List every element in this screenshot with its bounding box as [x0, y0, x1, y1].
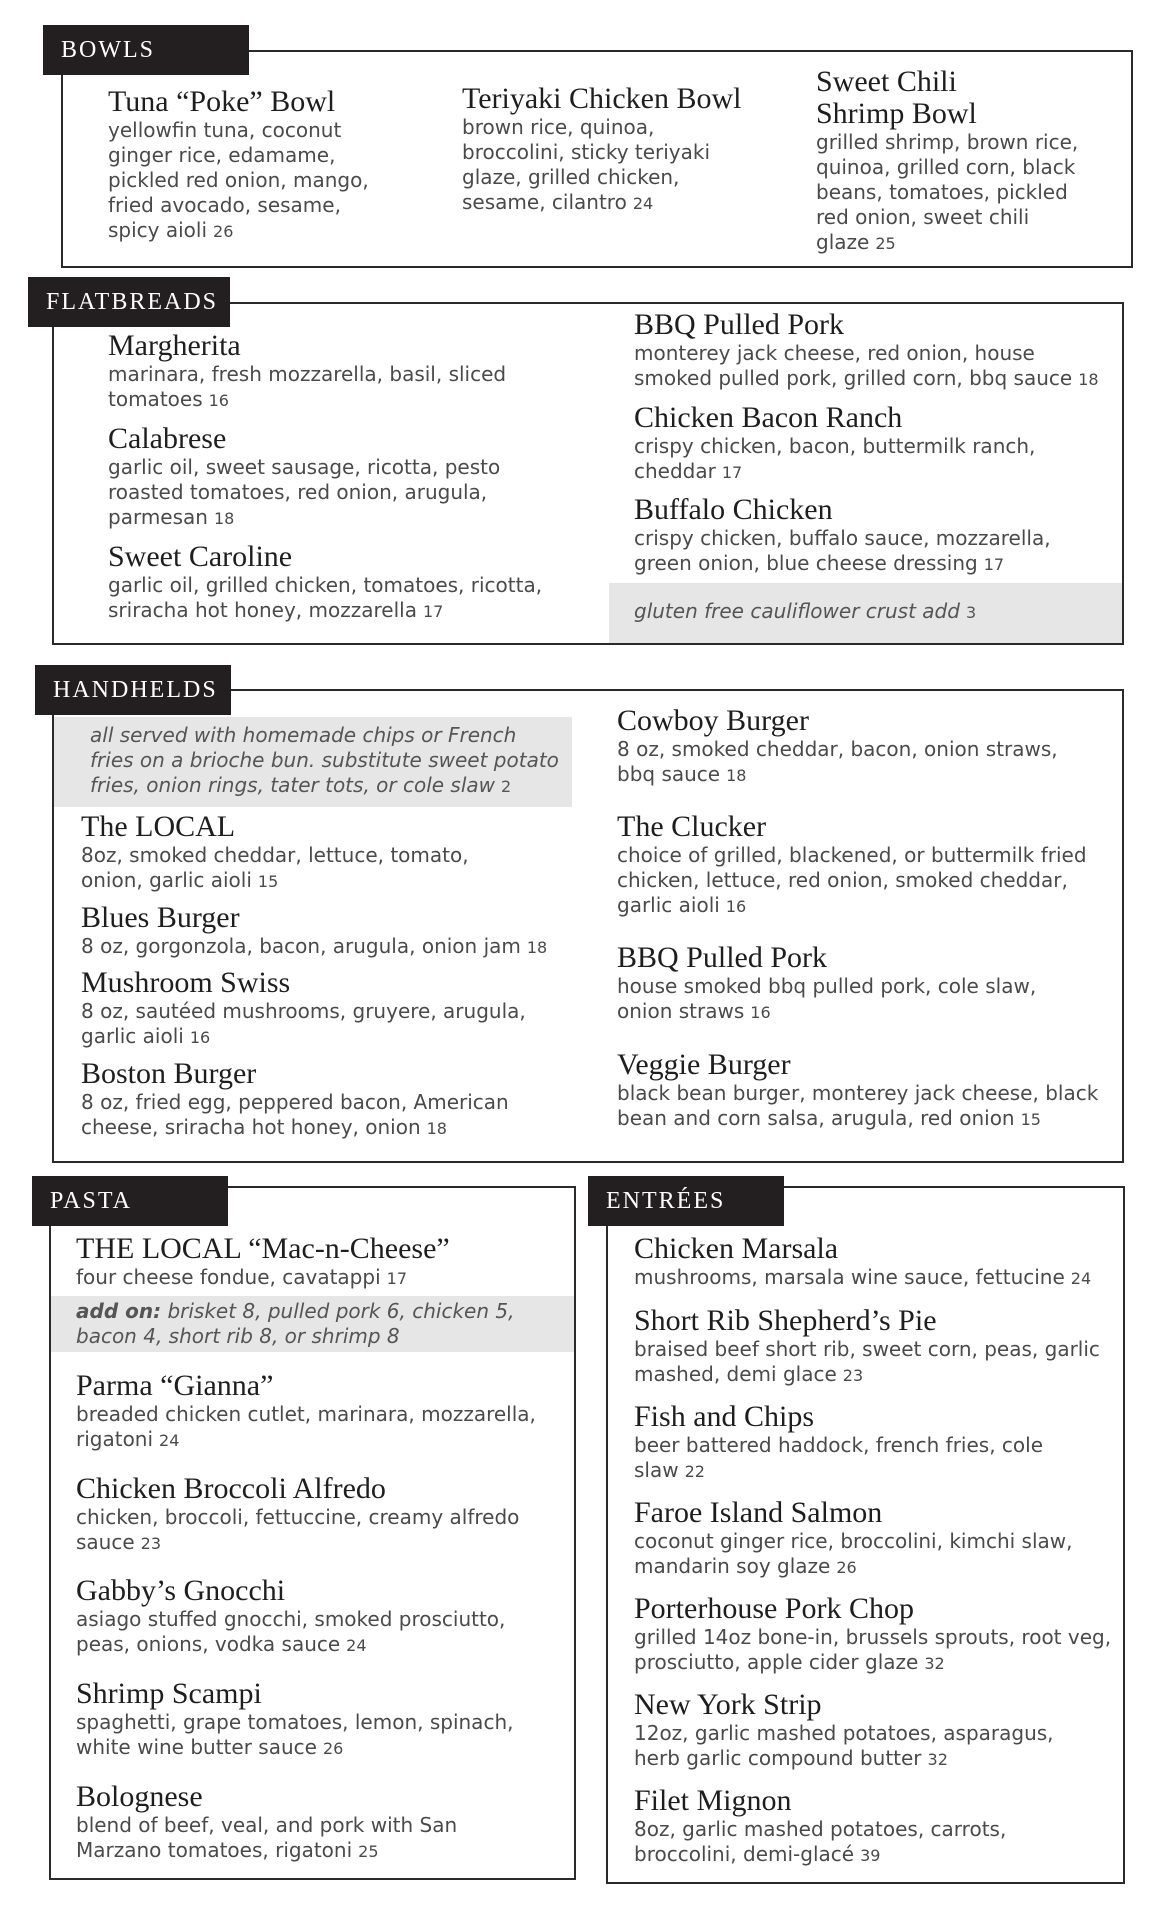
item-description: choice of grilled, blackened, or buttermilk fried chicken, lettuce, red onion, smoked cheddar, garlic aioli — [617, 843, 1087, 917]
item-description: 8oz, smoked cheddar, lettuce, tomato, onion, garlic aioli — [81, 843, 469, 892]
item-description: 8 oz, fried egg, peppered bacon, American cheese, sriracha hot honey, onion — [81, 1090, 509, 1139]
item-name: Shrimp Scampi — [76, 1677, 262, 1710]
handhelds-heading: HANDHELDS — [35, 665, 231, 715]
item-price: 16 — [725, 897, 747, 916]
item-price: 26 — [836, 1558, 857, 1577]
item-description: marinara, fresh mozzarella, basil, sliced tomatoes — [108, 362, 507, 411]
menu-item — [76, 1575, 556, 1658]
menu-item — [634, 1497, 1104, 1580]
note-text: all served with homemade chips or French fries on a brioche bun. substitute sweet potato fries, onion rings, tater tots, or cole slaw — [90, 723, 559, 797]
item-name: Blues Burger — [81, 901, 240, 934]
item-name: Gabby’s Gnocchi — [76, 1574, 286, 1607]
item-name: Tuna “Poke” Bowl — [108, 85, 336, 118]
flatbread-note — [609, 583, 1122, 643]
menu-item — [634, 1785, 1054, 1868]
item-name: Filet Mignon — [634, 1784, 792, 1817]
item-price: 25 — [875, 234, 896, 253]
note-price: 2 — [501, 777, 512, 796]
bowls-heading: BOWLS — [43, 25, 249, 75]
item-price: 32 — [924, 1654, 945, 1673]
item-price: 17 — [721, 463, 743, 482]
item-description: crispy chicken, buffalo sauce, mozzarella, green onion, blue cheese dressing — [634, 526, 1051, 575]
item-price: 26 — [322, 1739, 344, 1758]
item-price: 24 — [632, 194, 654, 213]
item-description: grilled shrimp, brown rice, quinoa, grilled corn, black beans, tomatoes, pickled red onion, sweet chili glaze — [816, 130, 1079, 254]
menu-item — [634, 1401, 1094, 1484]
menu-item — [81, 967, 551, 1050]
item-description: beer battered haddock, french fries, cole slaw — [634, 1433, 1044, 1482]
pasta-heading: PASTA — [32, 1176, 228, 1226]
item-price: 16 — [208, 391, 229, 410]
item-description: house smoked bbq pulled pork, cole slaw, onion straws — [617, 974, 1037, 1023]
menu-item — [634, 402, 1094, 485]
menu-item — [617, 705, 1087, 788]
item-description: breaded chicken cutlet, marinara, mozzarella, rigatoni — [76, 1402, 536, 1451]
item-price: 15 — [257, 872, 279, 891]
item-name: New York Strip — [634, 1688, 822, 1721]
item-price: 24 — [346, 1636, 367, 1655]
item-description: blend of beef, veal, and pork with San Marzano tomatoes, rigatoni — [76, 1813, 458, 1862]
item-price: 25 — [358, 1842, 379, 1861]
item-price: 23 — [140, 1534, 162, 1553]
item-name: Short Rib Shepherd’s Pie — [634, 1304, 937, 1337]
item-description: mushrooms, marsala wine sauce, fettucine — [634, 1265, 1065, 1289]
item-name: Chicken Broccoli Alfredo — [76, 1472, 386, 1505]
menu-item — [76, 1370, 556, 1453]
menu-item — [634, 1305, 1114, 1388]
item-price: 39 — [860, 1846, 881, 1865]
menu-item — [81, 902, 571, 960]
item-name: Teriyaki Chicken Bowl — [462, 82, 742, 115]
item-name: Cowboy Burger — [617, 704, 809, 737]
item-name: Buffalo Chicken — [634, 493, 833, 526]
item-name: BBQ Pulled Pork — [617, 941, 828, 974]
item-name: Sweet Chili Shrimp Bowl — [816, 65, 977, 130]
item-description: garlic oil, sweet sausage, ricotta, pesto roasted tomatoes, red onion, arugula, parmesan — [108, 455, 501, 529]
menu-item — [108, 86, 398, 244]
item-price: 16 — [750, 1003, 771, 1022]
menu-item — [634, 1689, 1104, 1772]
item-price: 24 — [159, 1431, 180, 1450]
item-name: Fish and Chips — [634, 1400, 815, 1433]
item-name: Chicken Bacon Ranch — [634, 401, 903, 434]
flatbreads-heading: FLATBREADS — [28, 277, 230, 327]
item-description: chicken, broccoli, fettuccine, creamy alfredo sauce — [76, 1505, 520, 1554]
menu-item — [617, 811, 1087, 919]
menu-item — [462, 83, 752, 216]
item-price: 24 — [1070, 1269, 1092, 1288]
item-name: BBQ Pulled Pork — [634, 308, 845, 341]
menu-item — [108, 423, 538, 531]
note-text: gluten free cauliflower crust add — [634, 599, 960, 623]
item-price: 17 — [422, 602, 444, 621]
item-name: Margherita — [108, 329, 241, 362]
menu-item — [617, 1049, 1107, 1132]
item-price: 17 — [983, 555, 1005, 574]
item-name: Veggie Burger — [617, 1048, 791, 1081]
item-price: 22 — [684, 1462, 705, 1481]
menu-item — [617, 942, 1087, 1025]
item-name: Parma “Gianna” — [76, 1369, 274, 1402]
item-name: Calabrese — [108, 422, 227, 455]
item-name: Sweet Caroline — [108, 540, 293, 573]
item-price: 18 — [726, 766, 747, 785]
item-description: 12oz, garlic mashed potatoes, asparagus, herb garlic compound butter — [634, 1721, 1054, 1770]
menu-item — [634, 309, 1104, 392]
item-description: 8 oz, gorgonzola, bacon, arugula, onion jam — [81, 934, 521, 958]
menu-item — [81, 811, 511, 894]
item-price: 18 — [1078, 370, 1099, 389]
item-description: 8 oz, sautéed mushrooms, gruyere, arugula, garlic aioli — [81, 999, 526, 1048]
menu-item — [81, 1058, 561, 1141]
item-name: Mushroom Swiss — [81, 966, 291, 999]
handhelds-note — [54, 717, 572, 807]
item-name: Boston Burger — [81, 1057, 257, 1090]
item-description: grilled 14oz bone-in, brussels sprouts, root veg, prosciutto, apple cider glaze — [634, 1625, 1112, 1674]
entrees-heading: ENTRÉES — [588, 1176, 784, 1226]
item-description: black bean burger, monterey jack cheese, black bean and corn salsa, arugula, red onion — [617, 1081, 1099, 1130]
item-price: 23 — [842, 1366, 864, 1385]
menu-item — [108, 541, 558, 624]
item-price: 17 — [386, 1269, 407, 1288]
note-text: brisket 8, pulled pork 6, chicken 5, bacon 4, short rib 8, or shrimp 8 — [76, 1299, 515, 1348]
item-price: 32 — [927, 1750, 948, 1769]
menu-item — [816, 66, 1106, 256]
note-price: 3 — [965, 603, 977, 622]
item-name: The LOCAL — [81, 810, 236, 843]
menu-item — [76, 1233, 546, 1291]
item-description: garlic oil, grilled chicken, tomatoes, ricotta, sriracha hot honey, mozzarella — [108, 573, 543, 622]
menu-item — [76, 1781, 496, 1864]
item-description: asiago stuffed gnocchi, smoked prosciutto, peas, onions, vodka sauce — [76, 1607, 506, 1656]
item-name: THE LOCAL “Mac-n-Cheese” — [76, 1232, 450, 1265]
menu-item — [634, 1593, 1114, 1676]
menu-item — [76, 1473, 556, 1556]
note-label: add on: — [76, 1299, 162, 1323]
item-description: brown rice, quinoa, broccolini, sticky teriyaki glaze, grilled chicken, sesame, cilantro — [462, 115, 711, 214]
menu-item — [634, 1233, 1114, 1291]
menu-item — [634, 494, 1094, 577]
item-description: crispy chicken, bacon, buttermilk ranch, cheddar — [634, 434, 1036, 483]
item-description: four cheese fondue, cavatappi — [76, 1265, 381, 1289]
item-name: Faroe Island Salmon — [634, 1496, 883, 1529]
item-description: braised beef short rib, sweet corn, peas, garlic mashed, demi glace — [634, 1337, 1100, 1386]
item-price: 18 — [426, 1119, 447, 1138]
item-description: monterey jack cheese, red onion, house smoked pulled pork, grilled corn, bbq sauce — [634, 341, 1073, 390]
item-price: 15 — [1020, 1110, 1041, 1129]
item-description: 8oz, garlic mashed potatoes, carrots, broccolini, demi-glacé — [634, 1817, 1007, 1866]
item-description: spaghetti, grape tomatoes, lemon, spinach, white wine butter sauce — [76, 1710, 514, 1759]
item-price: 18 — [213, 509, 235, 528]
pasta-addon-note — [51, 1296, 574, 1352]
item-description: yellowfin tuna, coconut ginger rice, edamame, pickled red onion, mango, fried avocado, sesame, spicy aioli — [108, 118, 369, 242]
item-price: 18 — [526, 938, 548, 957]
menu-item — [76, 1678, 556, 1761]
item-name: Porterhouse Pork Chop — [634, 1592, 914, 1625]
item-name: Chicken Marsala — [634, 1232, 839, 1265]
item-price: 16 — [189, 1028, 211, 1047]
item-description: coconut ginger rice, broccolini, kimchi slaw, mandarin soy glaze — [634, 1529, 1073, 1578]
item-price: 26 — [213, 222, 234, 241]
menu-item — [108, 330, 538, 413]
item-description: 8 oz, smoked cheddar, bacon, onion straws, bbq sauce — [617, 737, 1058, 786]
item-name: Bolognese — [76, 1780, 203, 1813]
item-name: The Clucker — [617, 810, 767, 843]
